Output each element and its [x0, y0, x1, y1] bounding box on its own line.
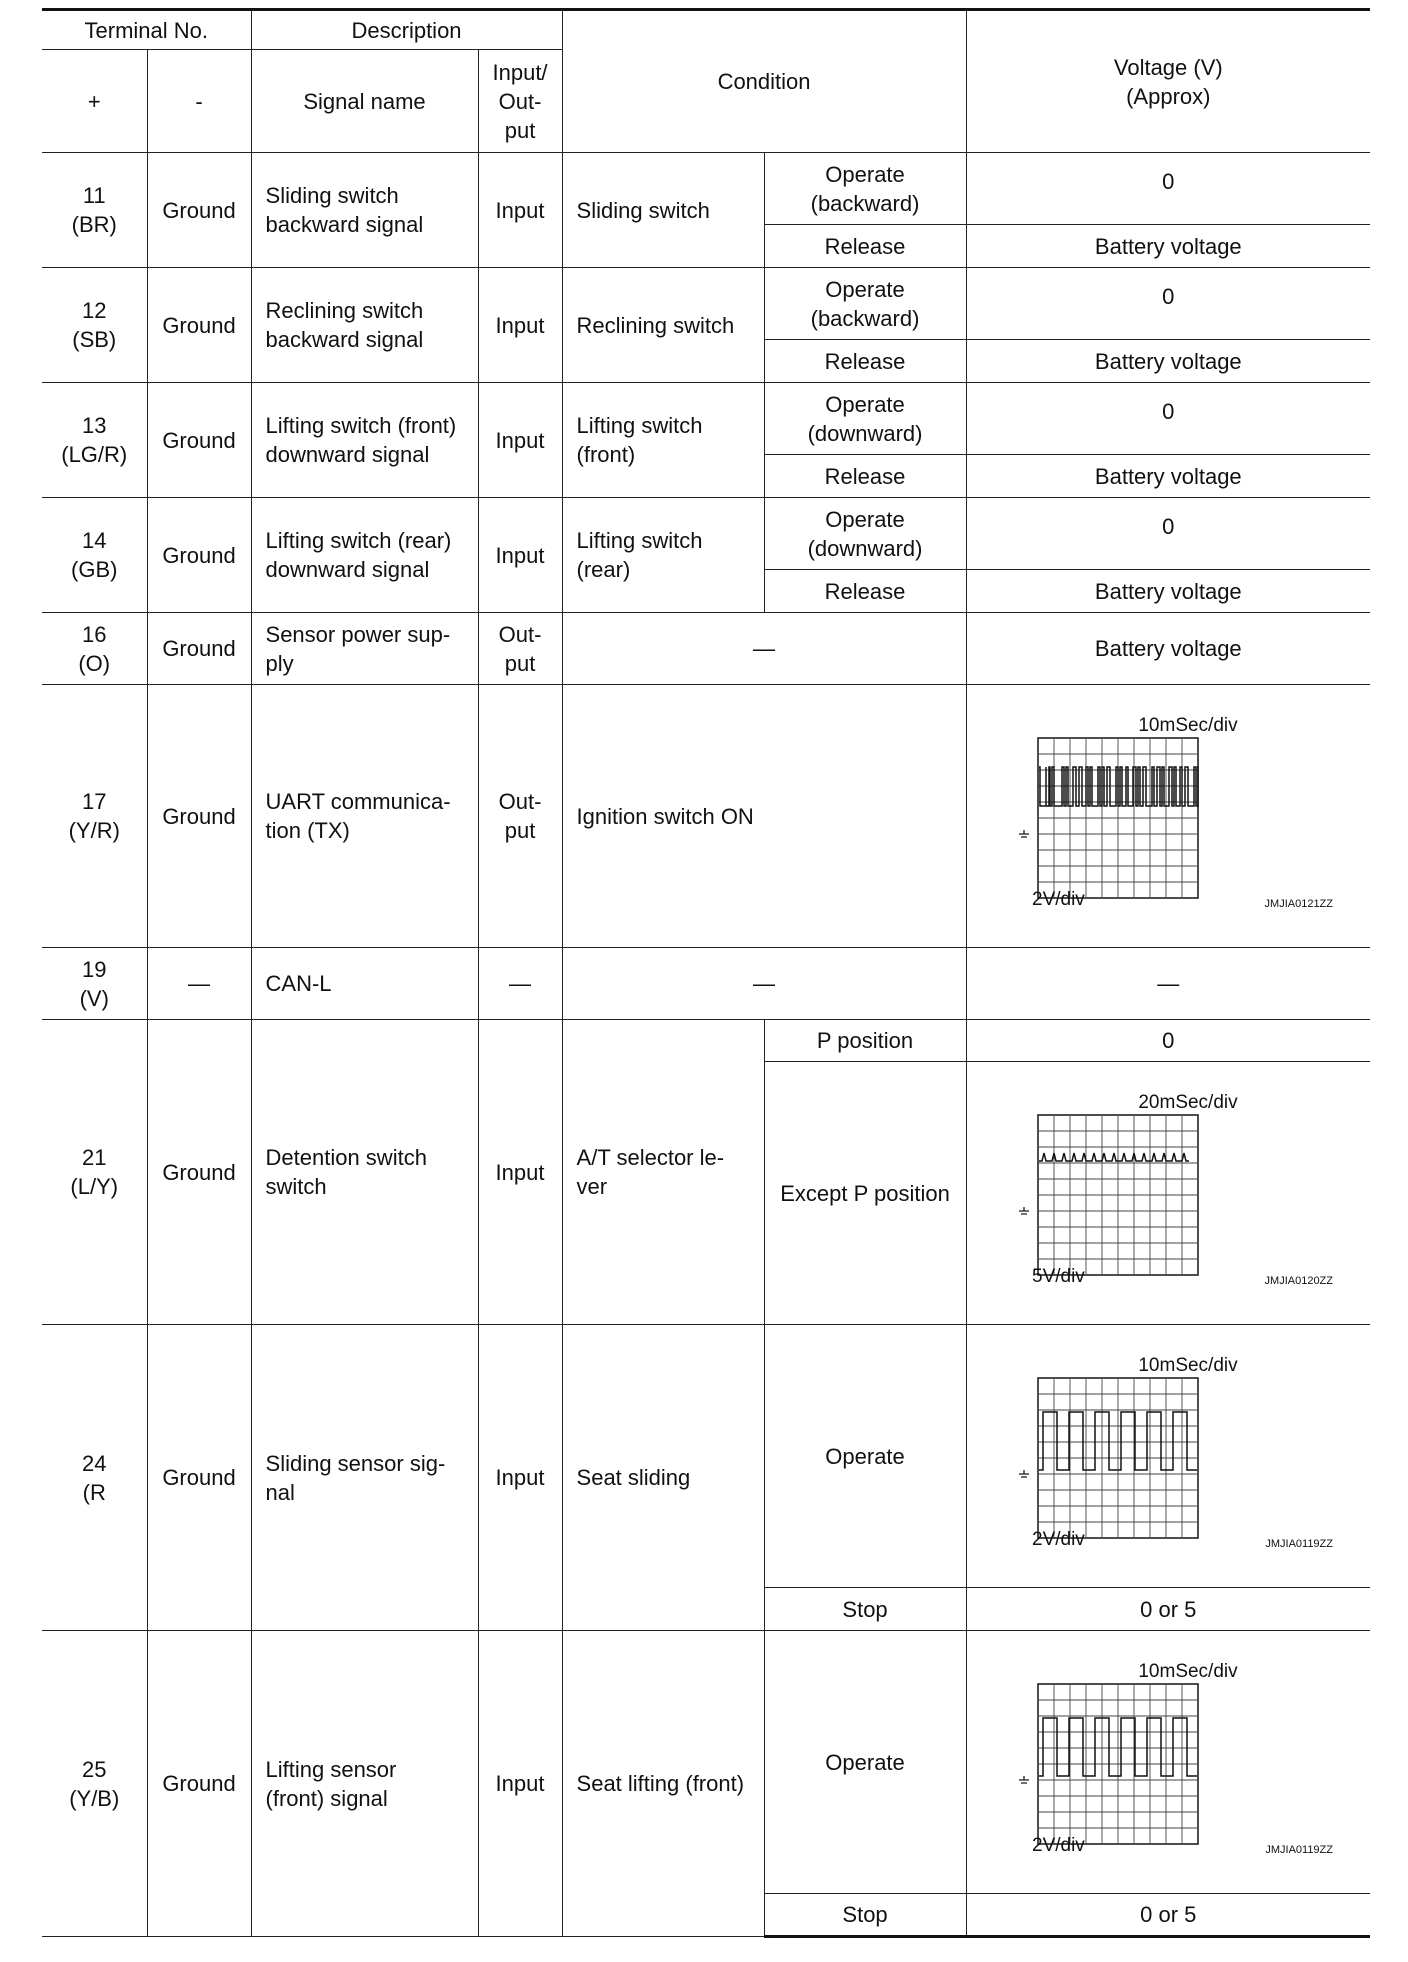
input-output: Out- put — [478, 685, 562, 948]
terminal-number: 19 (V) — [42, 948, 147, 1020]
condition: Lifting switch (front) — [562, 383, 764, 498]
signal-name: Lifting sensor (front) signal — [251, 1631, 478, 1937]
voltage-waveform-cell — [966, 1325, 1370, 1588]
sub-condition: Operate (backward) — [764, 268, 966, 340]
table-row — [42, 268, 1370, 340]
table-row — [42, 948, 1370, 1020]
terminal-minus: Ground — [147, 383, 251, 498]
header-plus: + — [42, 50, 147, 153]
signal-name: UART communica- tion (TX) — [251, 685, 478, 948]
terminal-number: 25 (Y/B) — [42, 1631, 147, 1937]
voltage-value: 0 — [966, 268, 1370, 340]
table-row — [42, 1631, 1370, 1894]
header-minus: - — [147, 50, 251, 153]
terminal-minus: Ground — [147, 613, 251, 685]
signal-name: Lifting switch (rear) downward signal — [251, 498, 478, 613]
signal-name: CAN-L — [251, 948, 478, 1020]
header-condition: Condition — [562, 10, 966, 153]
input-output: Input — [478, 1631, 562, 1937]
terminal-number: 24 (R — [42, 1325, 147, 1631]
table-row — [42, 153, 1370, 225]
condition: — — [562, 613, 966, 685]
sub-condition: Operate — [764, 1631, 966, 1894]
sub-condition: Release — [764, 340, 966, 383]
voltage-value: 0 — [966, 383, 1370, 455]
waveform-sliding-sensor — [988, 1354, 1348, 1559]
voltage-value: 0 or 5 — [966, 1588, 1370, 1631]
terminal-minus: — — [147, 948, 251, 1020]
sub-condition: Release — [764, 455, 966, 498]
signal-name: Sliding switch backward signal — [251, 153, 478, 268]
sub-condition: Operate (downward) — [764, 383, 966, 455]
header-description: Description — [251, 10, 562, 50]
voltage-waveform-cell — [966, 1062, 1370, 1325]
header-io-line3: put — [504, 117, 536, 143]
voltage-value: 0 — [966, 153, 1370, 225]
sub-condition: Stop — [764, 1894, 966, 1937]
sub-condition: Operate (downward) — [764, 498, 966, 570]
sub-condition: Release — [764, 570, 966, 613]
condition: Lifting switch (rear) — [562, 498, 764, 613]
condition: Seat sliding — [562, 1325, 764, 1631]
terminal-minus: Ground — [147, 1631, 251, 1937]
header-voltage — [966, 10, 1370, 153]
terminal-number: 16 (O) — [42, 613, 147, 685]
header-voltage-line2: (Approx) — [1126, 83, 1211, 109]
sub-condition: Operate — [764, 1325, 966, 1588]
signal-name: Lifting switch (front) downward signal — [251, 383, 478, 498]
terminal-number: 12 (SB) — [42, 268, 147, 383]
input-output: Input — [478, 153, 562, 268]
terminal-minus: Ground — [147, 498, 251, 613]
voltage-waveform-cell — [966, 685, 1370, 948]
sub-condition: P position — [764, 1020, 966, 1062]
voltage-waveform-cell — [966, 1631, 1370, 1894]
voltage-value: — — [966, 948, 1370, 1020]
voltage-value: 0 — [966, 498, 1370, 570]
waveform-time-div: 10mSec/div — [1138, 1660, 1238, 1682]
terminal-minus: Ground — [147, 153, 251, 268]
header-signal-name: Signal name — [251, 50, 478, 153]
waveform-volt-div: 5V/div — [1032, 1265, 1086, 1287]
voltage-value: Battery voltage — [966, 570, 1370, 613]
waveform-ref-code: JMJIA0121ZZ — [1264, 897, 1334, 910]
input-output: Input — [478, 268, 562, 383]
table-row — [42, 613, 1370, 685]
sub-condition: Release — [764, 225, 966, 268]
signal-name: Detention switch switch — [251, 1020, 478, 1325]
waveform-grid — [1019, 1115, 1198, 1275]
input-output: Input — [478, 1020, 562, 1325]
waveform-signal-trace — [1039, 1153, 1189, 1161]
voltage-value: Battery voltage — [966, 613, 1370, 685]
input-output: Out- put — [478, 613, 562, 685]
waveform-volt-div: 2V/div — [1032, 1834, 1086, 1856]
waveform-signal-trace — [1039, 767, 1198, 806]
terminal-minus: Ground — [147, 268, 251, 383]
header-voltage-line1: Voltage (V) — [1113, 54, 1223, 80]
input-output: Input — [478, 383, 562, 498]
waveform-time-div: 20mSec/div — [1138, 1091, 1238, 1113]
input-output: Input — [478, 1325, 562, 1631]
waveform-trace — [1039, 1153, 1189, 1161]
header-input-output — [478, 50, 562, 153]
header-io-line1: Input/ — [492, 59, 548, 85]
table-row — [42, 1325, 1370, 1588]
terminal-number: 17 (Y/R) — [42, 685, 147, 948]
terminal-number: 11 (BR) — [42, 153, 147, 268]
header-terminal-no: Terminal No. — [42, 10, 251, 50]
waveform-ref-code: JMJIA0120ZZ — [1264, 1274, 1334, 1287]
header-io-line2: Out- — [498, 88, 542, 114]
waveform-trace — [1039, 767, 1198, 806]
input-output: — — [478, 948, 562, 1020]
terminal-minus: Ground — [147, 1020, 251, 1325]
signal-name: Sensor power sup- ply — [251, 613, 478, 685]
voltage-value: 0 or 5 — [966, 1894, 1370, 1937]
condition: Reclining switch — [562, 268, 764, 383]
condition: A/T selector le- ver — [562, 1020, 764, 1325]
condition: Seat lifting (front) — [562, 1631, 764, 1937]
sub-condition: Stop — [764, 1588, 966, 1631]
voltage-value: Battery voltage — [966, 225, 1370, 268]
terminal-table — [42, 8, 1370, 1938]
condition: — — [562, 948, 966, 1020]
waveform-detention-switch — [988, 1091, 1348, 1296]
waveform-time-div: 10mSec/div — [1138, 714, 1238, 736]
waveform-volt-div: 2V/div — [1032, 1528, 1086, 1550]
table-row — [42, 498, 1370, 570]
terminal-number: 13 (LG/R) — [42, 383, 147, 498]
waveform-ref-code: JMJIA0119ZZ — [1265, 1537, 1334, 1550]
waveform-ref-code: JMJIA0119ZZ — [1265, 1843, 1334, 1856]
signal-name: Reclining switch backward signal — [251, 268, 478, 383]
waveform-lifting-sensor — [988, 1660, 1348, 1865]
terminal-number: 14 (GB) — [42, 498, 147, 613]
voltage-value: Battery voltage — [966, 340, 1370, 383]
terminal-minus: Ground — [147, 1325, 251, 1631]
waveform-grid — [1019, 738, 1198, 898]
voltage-value: 0 — [966, 1020, 1370, 1062]
terminal-number: 21 (L/Y) — [42, 1020, 147, 1325]
table-row — [42, 383, 1370, 455]
sub-condition: Operate (backward) — [764, 153, 966, 225]
waveform-uart-tx — [988, 714, 1348, 919]
condition: Ignition switch ON — [562, 685, 966, 948]
condition: Sliding switch — [562, 153, 764, 268]
table-row — [42, 685, 1370, 948]
terminal-minus: Ground — [147, 685, 251, 948]
signal-name: Sliding sensor sig- nal — [251, 1325, 478, 1631]
input-output: Input — [478, 498, 562, 613]
table-row — [42, 1020, 1370, 1062]
sub-condition: Except P position — [764, 1062, 966, 1325]
waveform-volt-div: 2V/div — [1032, 888, 1086, 910]
voltage-value: Battery voltage — [966, 455, 1370, 498]
waveform-time-div: 10mSec/div — [1138, 1354, 1238, 1376]
